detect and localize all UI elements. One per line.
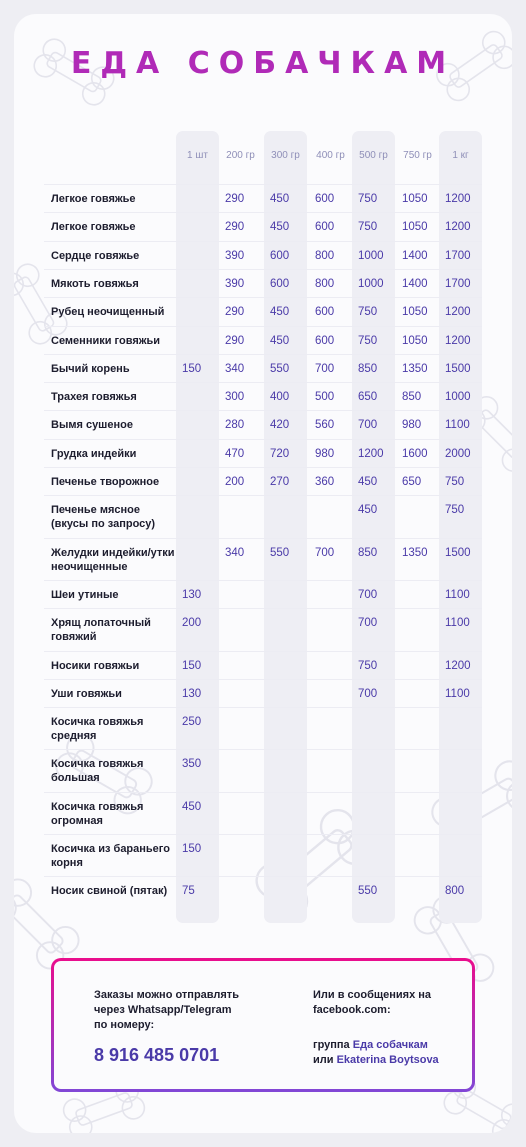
price-cell: 1000: [358, 277, 384, 290]
price-cell: 300: [225, 391, 245, 404]
price-cell: 470: [225, 447, 245, 460]
price-cell: 1000: [445, 391, 471, 404]
price-cell: 750: [358, 306, 378, 319]
row-label: Мякоть говяжья: [51, 277, 139, 290]
price-cell: 400: [270, 391, 290, 404]
row-divider: [44, 749, 482, 750]
price-cell: 270: [270, 476, 290, 488]
price-cell: 1600: [402, 447, 428, 460]
price-cell: 200: [225, 476, 245, 488]
price-cell: 1100: [445, 419, 470, 432]
contact-box: [51, 958, 475, 1092]
price-cell: 130: [182, 687, 202, 700]
price-cell: 150: [182, 843, 202, 855]
price-cell: 130: [182, 588, 202, 601]
row-label: Бычий корень: [51, 362, 130, 375]
price-cell: 1200: [358, 447, 384, 460]
price-cell: 450: [270, 306, 290, 319]
row-label: Сердце говяжье: [51, 249, 140, 262]
row-label: Уши говяжьи: [51, 687, 122, 700]
price-cell: 150: [182, 659, 202, 672]
price-cell: 1100: [445, 617, 470, 630]
price-cell: 390: [225, 249, 245, 262]
row-label: Косичка говяжья средняя: [51, 716, 144, 743]
row-divider: [44, 297, 482, 298]
price-cell: 500: [315, 391, 335, 404]
price-cell: 600: [270, 277, 290, 290]
row-label: Вымя сушеное: [51, 419, 133, 432]
price-cell: 290: [225, 221, 245, 234]
row-divider: [44, 538, 482, 539]
row-label: Трахея говяжья: [51, 391, 137, 404]
price-cell: 700: [315, 546, 335, 559]
row-divider: [44, 679, 482, 680]
price-cell: 850: [358, 362, 378, 375]
row-label: Косичка говяжья огромная: [51, 800, 144, 827]
price-cell: 450: [270, 334, 290, 347]
row-divider: [44, 792, 482, 793]
row-divider: [44, 580, 482, 581]
price-cell: 980: [315, 447, 335, 460]
price-cell: 700: [358, 687, 378, 700]
row-label: Косичка говяжья большая: [51, 758, 144, 785]
price-cell: 290: [225, 193, 245, 205]
price-cell: 340: [225, 362, 245, 375]
price-cell: 600: [315, 221, 335, 234]
price-cell: 720: [270, 447, 290, 460]
price-cell: 550: [358, 885, 378, 898]
price-cell: 450: [358, 476, 378, 488]
price-cell: 550: [270, 362, 290, 375]
price-cell: 700: [358, 617, 378, 630]
row-label: Косичка из бараньего корня: [51, 843, 170, 869]
price-cell: 280: [225, 419, 245, 432]
price-cell: 1700: [445, 277, 471, 290]
price-cell: 290: [225, 306, 245, 319]
price-cell: 600: [315, 334, 335, 347]
price-cell: 1200: [445, 659, 471, 672]
facebook-profile-link[interactable]: Ekaterina Boytsova: [336, 1054, 439, 1066]
price-cell: 560: [315, 419, 335, 432]
price-cell: 750: [358, 659, 378, 672]
row-divider: [44, 269, 482, 270]
price-cell: 1000: [358, 249, 384, 262]
row-label: Шеи утиные: [51, 588, 119, 601]
price-cell: 600: [315, 193, 335, 205]
row-divider: [44, 354, 482, 355]
price-cell: 360: [315, 476, 335, 488]
price-cell: 750: [358, 334, 378, 347]
row-label: Носики говяжьи: [51, 659, 140, 672]
row-divider: [44, 467, 482, 468]
price-cell: 850: [402, 391, 422, 404]
price-cell: 800: [315, 277, 335, 290]
price-cell: 450: [270, 193, 290, 205]
row-divider: [44, 651, 482, 652]
row-divider: [44, 876, 482, 877]
column-header: 750 гр: [403, 150, 432, 161]
price-cell: 600: [270, 249, 290, 262]
price-cell: 750: [445, 476, 465, 488]
price-cell: 2000: [445, 447, 471, 460]
price-cell: 450: [358, 504, 378, 517]
row-label: Семенники говяжьи: [51, 334, 161, 347]
row-label: Грудка индейки: [51, 447, 137, 460]
price-cell: 1200: [445, 334, 471, 347]
row-divider: [44, 241, 482, 242]
price-cell: 850: [358, 546, 378, 559]
price-cell: 800: [445, 885, 465, 898]
row-divider: [44, 608, 482, 609]
price-cell: 1200: [445, 193, 471, 205]
price-cell: 800: [315, 249, 335, 262]
row-label: Легкое говяжье: [51, 193, 136, 205]
price-cell: 750: [358, 193, 378, 205]
row-divider: [44, 410, 482, 411]
price-cell: 700: [315, 362, 335, 375]
price-cell: 1400: [402, 277, 428, 290]
row-label: Хрящ лопаточный говяжий: [51, 617, 151, 644]
price-cell: 1100: [445, 687, 470, 700]
price-cell: 1700: [445, 249, 471, 262]
row-divider: [44, 439, 482, 440]
row-divider: [44, 382, 482, 383]
row-label: Печенье творожное: [51, 476, 160, 488]
contact-instructions: Заказы можно отправлять через Whatsapp/Telegram по номеру:: [94, 989, 239, 1031]
price-cell: 1050: [402, 306, 428, 319]
price-cell: 390: [225, 277, 245, 290]
price-cell: 340: [225, 546, 245, 559]
price-cell: 650: [402, 476, 422, 488]
row-divider: [44, 212, 482, 213]
price-cell: 1200: [445, 221, 471, 234]
page-title: ЕДА СОБАЧКАМ: [70, 46, 456, 81]
row-divider: [44, 495, 482, 496]
column-header: 200 гр: [226, 150, 255, 161]
price-cell: 1050: [402, 221, 428, 234]
column-header: 500 гр: [359, 150, 388, 161]
price-cell: 1200: [445, 306, 471, 319]
row-label: Рубец неочищенный: [51, 306, 165, 319]
price-cell: 1400: [402, 249, 428, 262]
row-label: Легкое говяжье: [51, 221, 136, 234]
price-cell: 1050: [402, 193, 428, 205]
price-cell: 250: [182, 716, 202, 729]
price-cell: 1350: [402, 546, 428, 559]
price-cell: 150: [182, 362, 202, 375]
row-divider: [44, 707, 482, 708]
price-cell: 350: [182, 758, 202, 771]
row-divider: [44, 184, 482, 185]
row-label: Носик свиной (пятак): [51, 885, 168, 898]
column-header: 1 кг: [452, 150, 469, 161]
phone-number[interactable]: 8 916 485 0701: [94, 1045, 220, 1065]
facebook-group-link[interactable]: Еда собачкам: [352, 1039, 428, 1051]
price-cell: 750: [358, 221, 378, 234]
price-cell: 650: [358, 391, 378, 404]
price-cell: 750: [445, 504, 465, 517]
row-divider: [44, 834, 482, 835]
price-cell: 550: [270, 546, 290, 559]
price-cell: 600: [315, 306, 335, 319]
row-divider: [44, 326, 482, 327]
price-cell: 1500: [445, 546, 471, 559]
price-card: [14, 14, 512, 1133]
column-header: 300 гр: [271, 150, 300, 161]
price-cell: 1050: [402, 334, 428, 347]
price-cell: 450: [182, 800, 202, 813]
price-cell: 290: [225, 334, 245, 347]
column-header: 1 шт: [187, 150, 208, 161]
contact-links: группа Еда собачкам или Ekaterina Boytsova: [313, 1039, 439, 1066]
price-cell: 1100: [445, 588, 470, 601]
row-label: Желудки индейки/утки неочищенные: [51, 546, 175, 573]
price-cell: 75: [182, 885, 195, 898]
price-cell: 450: [270, 221, 290, 234]
price-cell: 200: [182, 617, 202, 630]
price-cell: 1350: [402, 362, 428, 375]
price-cell: 420: [270, 419, 290, 432]
price-cell: 700: [358, 419, 378, 432]
column-header: 400 гр: [316, 150, 345, 161]
price-cell: 980: [402, 419, 422, 432]
price-cell: 1500: [445, 362, 471, 375]
row-label: Печенье мясное (вкусы по запросу): [51, 504, 156, 531]
price-cell: 700: [358, 588, 378, 601]
contact-facebook: Или в сообщениях на facebook.com:: [313, 989, 432, 1016]
